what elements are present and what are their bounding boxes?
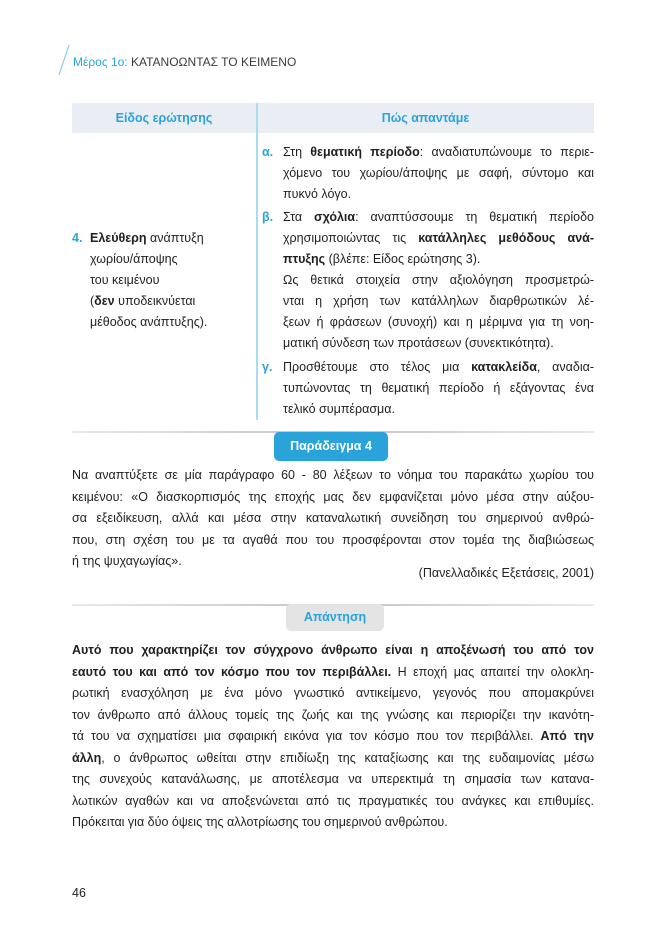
method-line: Ως θετικά στοιχεία στην αξιολόγηση προσμετρώ- <box>283 273 594 287</box>
running-header <box>73 54 296 70</box>
text-run: , ο άνθρωπος ωθείται στην επιδίωξη της καταξίωσης και της ευδαιμονίας μέσω <box>101 750 594 765</box>
question-type-line: μέθοδος ανάπτυξης). <box>90 314 208 329</box>
method-item <box>262 207 594 354</box>
method-item-marker: γ. <box>262 359 273 374</box>
method-line <box>283 142 594 163</box>
text-run: Προσθέτουμε στο τέλος μια <box>283 359 472 374</box>
answer-line: ρωτική ενασχόληση με ένα μόνο γνωστικό αντικείμενο, γεγονός που απομακρύνει <box>72 686 594 700</box>
answer-line <box>72 662 594 684</box>
bold-text-run: Από την <box>540 729 595 743</box>
text-run: Η εποχή μας απαιτεί την ολοκλη- <box>391 664 595 679</box>
prompt-line: που, στη σχέση του με τα αγαθά που του προσφέρονται στον τομέα της διαβιώσεως <box>72 532 594 547</box>
text-run: τά του να σχηματίσει μια σφαιρική εικόνα για τον κόσμο που τον περιβάλλει. <box>72 729 541 743</box>
method-line: τελικό συμπέρασμα. <box>283 401 395 416</box>
bold-text-run: κατακλείδα <box>471 359 537 374</box>
method-line <box>283 228 594 249</box>
table-header-how-to-answer: Πώς απαντάμε <box>381 111 470 125</box>
bold-text-run: κατάλληλες μεθόδους ανά- <box>418 231 594 245</box>
method-line: ξεων ή φράσεων (συνοχή) και η μέριμνα για τη νοη- <box>283 315 594 329</box>
method-line <box>283 207 594 228</box>
text-run: Στα <box>283 210 315 224</box>
method-line: χόμενο του χωρίου/άποψης με σαφή, σύντομο και <box>283 165 594 180</box>
bold-text-run: Ελεύθερη <box>90 230 147 245</box>
method-item-text <box>283 207 594 354</box>
method-item-text <box>283 142 594 205</box>
answer-line: τον άνθρωπο από άλλους τομείς της ζωής και της γνώσης και περιορίζει την ικανότη- <box>72 707 594 722</box>
example-label: Παράδειγμα 4 <box>274 432 388 461</box>
method-item-marker: β. <box>262 210 274 224</box>
method-line: πυκνό λόγο. <box>283 186 352 201</box>
text-run: Στη <box>283 144 311 159</box>
example-prompt <box>72 465 594 573</box>
question-number: 4. <box>72 230 83 245</box>
header-part-label: Μέρος 1ο: <box>73 55 128 69</box>
text-run: , αναδια- <box>536 359 594 374</box>
method-item-text <box>283 357 594 420</box>
answer-text <box>72 640 594 834</box>
header-section-title: ΚΑΤΑΝΟΩΝΤΑΣ ΤΟ ΚΕΙΜΕΝΟ <box>131 55 297 69</box>
question-type-cell <box>72 228 254 333</box>
answer-method-cell <box>262 142 594 420</box>
bold-text-run: εαυτό του και από τον κόσμο που τον περιβάλλει. <box>72 664 392 679</box>
answer-line <box>72 726 594 748</box>
answer-line: Πρόκειται για δύο όψεις της αλλοτρίωσης του σημερινού ανθρώπου. <box>72 815 448 829</box>
method-line: νται η χρήση των κατάλληλων διαρθρωτικών λέ- <box>283 294 594 308</box>
text-run: : αναπτύσσουμε τη θεματική περίοδο <box>355 210 594 224</box>
question-type-text <box>90 228 254 333</box>
page-number: 46 <box>72 886 86 900</box>
bold-text-run: άλλη <box>72 750 102 765</box>
method-line <box>283 357 594 378</box>
bold-text-run: πτυξης <box>283 252 326 266</box>
method-item <box>262 142 594 205</box>
text-run: χρησιμοποιώντας τις <box>283 231 419 245</box>
answer-label: Απάντηση <box>286 604 384 631</box>
question-type-line: χωρίου/άποψης <box>90 251 178 266</box>
method-item-marker: α. <box>262 144 274 159</box>
text-run: υποδεικνύεται <box>114 293 196 308</box>
question-type-line: του κειμένου <box>90 272 160 287</box>
text-run: ανάπτυξη <box>146 230 204 245</box>
text-run: (βλέπε: Είδος ερώτησης 3). <box>325 252 481 266</box>
bold-text-run: δεν <box>94 293 115 308</box>
answer-line: της συνεχούς κατανάλωσης, με αποτέλεσμα να υπερεκτιμά τη σημασία των κατανα- <box>72 772 594 786</box>
answer-line <box>72 748 594 770</box>
method-item <box>262 357 594 420</box>
bold-text-run: θεματική περίοδο <box>310 144 420 159</box>
method-line: ματική σύνδεση των προτάσεων (συνεκτικότητα). <box>283 336 554 350</box>
prompt-line: σα εξειδίκευση, αλλά και μέσα στην καταναλωτική συνείδηση του σημερινού ανθρώ- <box>72 511 594 525</box>
text-run: : αναδιατυπώνουμε το περιε- <box>419 144 594 159</box>
table-header-question-type: Είδος ερώτησης <box>115 111 213 125</box>
question-type-line <box>90 291 254 312</box>
answer-line <box>72 640 594 662</box>
header-accent-slash-icon <box>56 44 72 76</box>
bold-text-run: σχόλια <box>314 210 356 224</box>
text-run: ( <box>90 293 95 308</box>
method-line <box>283 249 594 270</box>
prompt-line: κειμένου: «Ο διασκορπισμός της εποχής μας δεν εμφανίζεται μόνο μέσα στην αύξου- <box>72 489 594 504</box>
method-line: τυπώνοντας τη θεματική περίοδο ή εξάγοντας ένα <box>283 380 594 395</box>
example-source: (Πανελλαδικές Εξετάσεις, 2001) <box>418 566 594 580</box>
prompt-line: ή της ψυχαγωγίας». <box>72 554 182 568</box>
question-type-line <box>90 228 254 249</box>
prompt-line: Να αναπτύξετε σε μία παράγραφο 60 - 80 λέξεων το νόημα του παρακάτω χωρίου του <box>72 468 594 482</box>
table-column-divider <box>256 103 258 420</box>
table-header-row <box>72 103 594 133</box>
answer-line: λωτικών αγαθών και να αποξενώνεται από τις πραγματικές του ανάγκες και επιθυμίες. <box>72 793 594 808</box>
bold-text-run: Αυτό που χαρακτηρίζει τον σύγχρονο άνθρωπο είναι η αποξένωσή του από τον <box>72 643 594 657</box>
